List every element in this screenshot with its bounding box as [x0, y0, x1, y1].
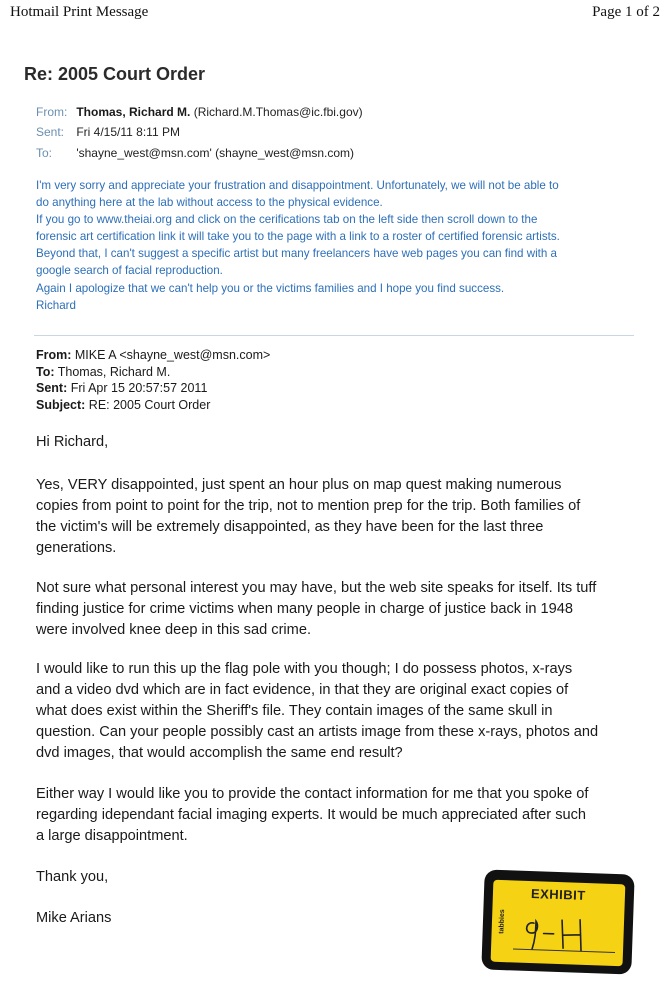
orig-subject-label: Subject:: [36, 397, 86, 412]
exhibit-label: [491, 880, 626, 967]
from-address: (Richard.M.Thomas@ic.fbi.gov): [193, 105, 363, 119]
orig-sent-value: Fri Apr 15 20:57:57 2011: [67, 381, 208, 395]
message-divider: [34, 335, 634, 336]
reply-line: Again I apologize that we can't help you or the victims families and I hope you find success.: [36, 281, 505, 295]
reply-line: If you go to www.theiai.org and click on the cerifications tab on the left side then scroll down to the: [36, 213, 538, 227]
body-line: regarding idependant facial imaging experts. It would be much appreciated after such: [36, 807, 587, 823]
body-line: question. Can your people possibly cast an artists image from these x-rays, photos and: [36, 724, 599, 740]
sent-row: [36, 125, 180, 139]
reply-message: [36, 177, 636, 314]
body-paragraph-4: [36, 784, 640, 847]
exhibit-word: EXHIBIT: [530, 886, 587, 903]
body-line: I would like to run this up the flag pole with you though; I do possess photos, x-rays: [36, 661, 573, 677]
orig-to-row: [36, 364, 270, 381]
body-line: dvd images, that would accomplish the same end result?: [36, 745, 403, 761]
body-line: what does exist within the Sheriff's file. They contain images of the same skull in: [36, 703, 553, 719]
body-line: finding justice for crime victims when many people in charge of justice back in 1948: [36, 601, 573, 617]
orig-to-label: To:: [36, 364, 55, 379]
from-row: [36, 105, 363, 119]
orig-sent-label: Sent:: [36, 381, 68, 395]
closing: Thank you,: [36, 869, 109, 885]
body-paragraph-2: [36, 578, 640, 641]
body-line: and a video dvd which are in fact evidence, in that they are original exact copies of: [36, 682, 569, 698]
reply-line: do anything here at the lab without access to the physical evidence.: [36, 196, 383, 210]
body-line: generations.: [36, 540, 117, 556]
to-row: [36, 146, 354, 160]
sent-label: Sent:: [36, 125, 65, 139]
body-paragraph-3: [36, 659, 640, 764]
body-line: Either way I would like you to provide the contact information for me that you spoke of: [36, 786, 589, 802]
original-message-header: [36, 347, 270, 413]
reply-line: forensic art certification link it will take you to the page with a link to a roster of certified forensic artists.: [36, 230, 560, 244]
exhibit-brand: tabbies: [498, 909, 507, 934]
body-line: Yes, VERY disappointed, just spent an hour plus on map quest making numerous: [36, 477, 562, 493]
email-title: Re: 2005 Court Order: [24, 64, 206, 84]
body-line: a large disappointment.: [36, 828, 188, 844]
greeting: Hi Richard,: [36, 434, 109, 450]
orig-to-value: Thomas, Richard M.: [54, 364, 171, 379]
body-paragraph-1: [36, 475, 640, 559]
orig-subject-row: [36, 397, 270, 414]
reply-line: I'm very sorry and appreciate your frustration and disappointment. Unfortunately, we will not be able to: [36, 179, 559, 192]
to-label: To:: [36, 146, 53, 160]
print-header-title: Hotmail Print Message: [10, 4, 149, 20]
sent-value: Fri 4/15/11 8:11 PM: [76, 125, 180, 139]
body-line: the victim's will be extremely disappointed, as they have been for the last three: [36, 519, 544, 535]
body-line: were involved knee deep in this sad crime.: [36, 622, 311, 638]
signature: Mike Arians: [36, 910, 112, 926]
exhibit-sticker: [481, 869, 634, 974]
from-name: Thomas, Richard M.: [76, 105, 191, 119]
orig-from-value: MIKE A <shayne_west@msn.com>: [71, 348, 271, 362]
to-value: 'shayne_west@msn.com' (shayne_west@msn.com): [76, 146, 355, 160]
reply-line: google search of facial reproduction.: [36, 264, 223, 278]
reply-signature: Richard: [36, 298, 76, 312]
body-line: copies from point to point for the trip, not to mention prep for the trip. Both families of: [36, 498, 581, 514]
orig-from-row: [36, 347, 270, 364]
from-label: From:: [36, 105, 68, 119]
reply-line: Beyond that, I can't suggest a specific artist but many freelancers have web pages you can find with a: [36, 247, 558, 261]
body-line: Not sure what personal interest you may have, but the web site speaks for itself. Its tuff: [36, 580, 597, 596]
orig-from-label: From:: [36, 348, 72, 362]
print-header-page: Page 1 of 2: [592, 4, 660, 20]
orig-sent-row: [36, 380, 270, 397]
orig-subject-value: RE: 2005 Court Order: [85, 397, 211, 412]
